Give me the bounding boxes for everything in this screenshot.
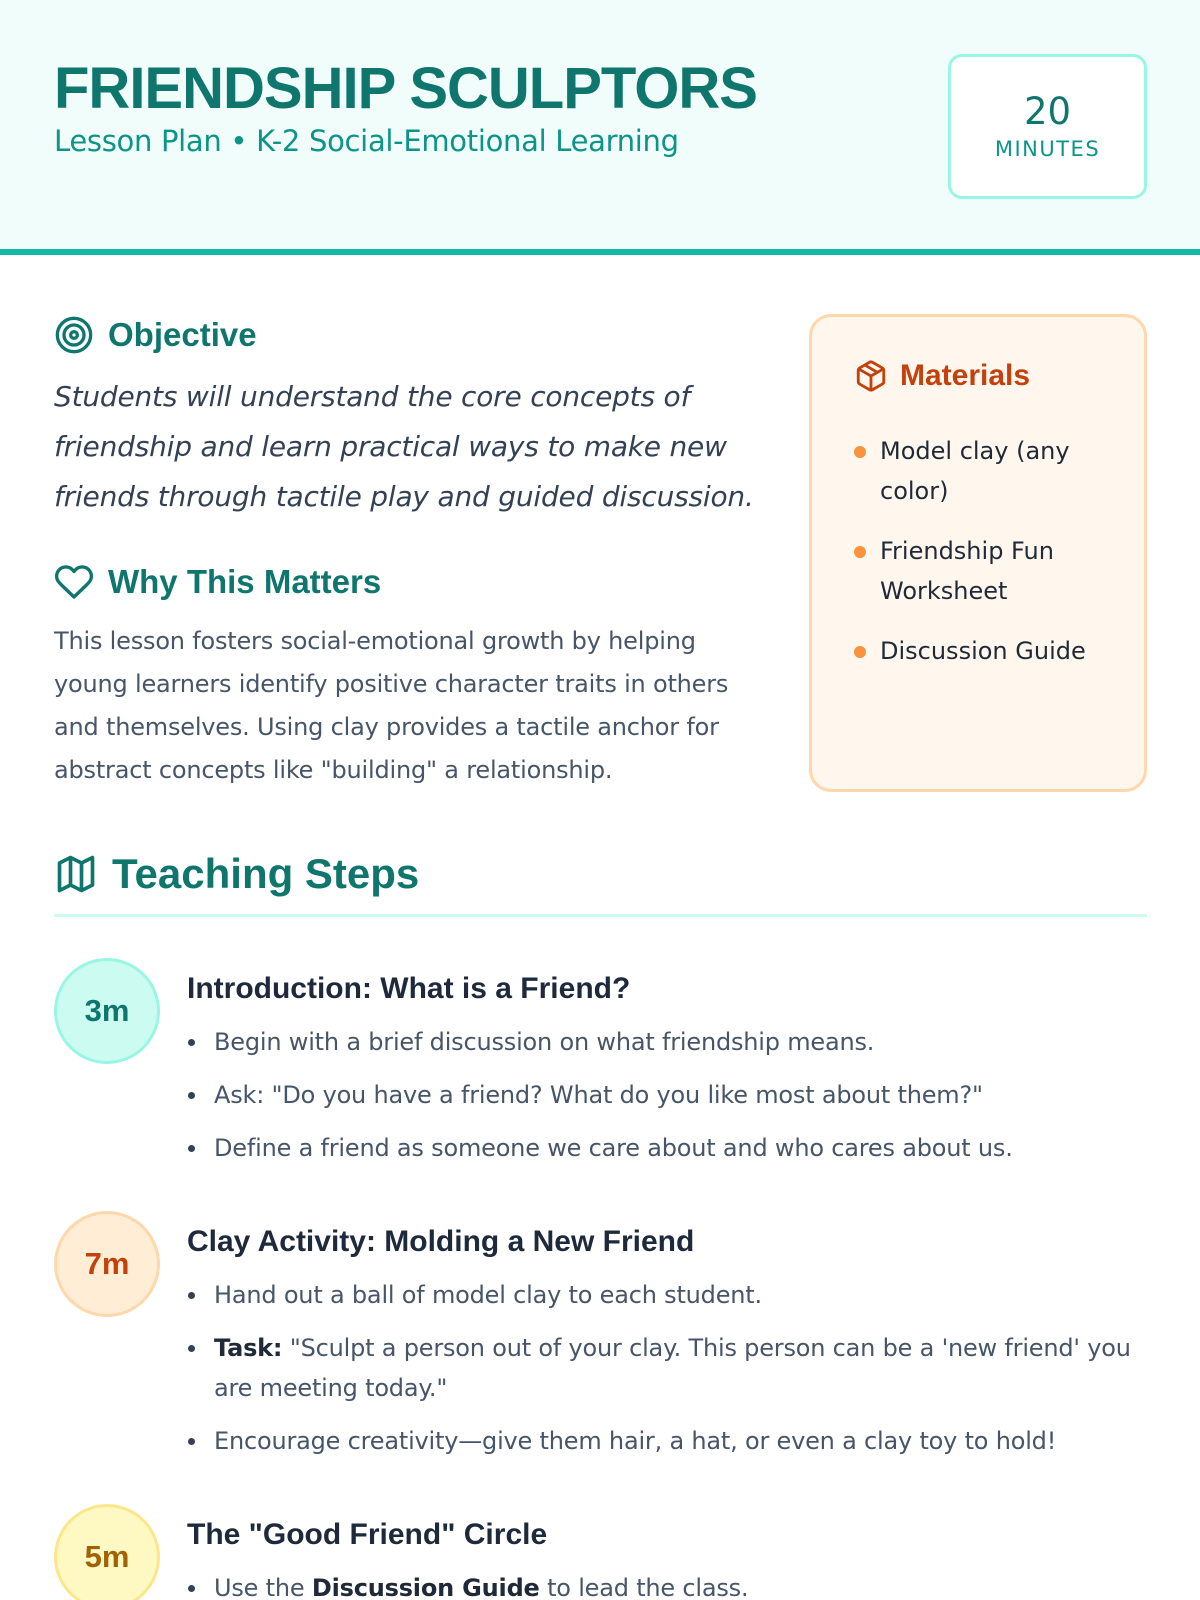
section-divider [54, 914, 1147, 917]
package-icon [854, 359, 888, 393]
materials-card [809, 314, 1147, 792]
page-subtitle: Lesson Plan • K-2 Social-Emotional Learning [54, 124, 679, 158]
materials-item: Discussion Guide [854, 631, 1124, 671]
step-bullet: Define a friend as someone we care about and who cares about us. [214, 1128, 1154, 1168]
step-bullet-text: "Sculpt a person out of your clay. This person can be a 'new friend' you are meeting today." [214, 1334, 1131, 1402]
why-heading [54, 562, 381, 602]
step-time-badge: 5m [54, 1504, 160, 1600]
step-bullet: Begin with a brief discussion on what friendship means. [214, 1022, 1154, 1062]
materials-item: Friendship Fun Worksheet [854, 531, 1124, 611]
objective-heading [54, 315, 257, 355]
duration-unit: MINUTES [994, 137, 1101, 161]
duration-value: 20 [1023, 90, 1072, 133]
step-bullets [214, 1275, 1154, 1474]
step-bullet: Hand out a ball of model clay to each student. [214, 1275, 1154, 1315]
objective-text: Students will understand the core concepts of friendship and learn practical ways to make new friends through tactile play and guided discussion. [54, 380, 754, 513]
teaching-steps-heading [54, 850, 419, 898]
step-bullet: Encourage creativity—give them hair, a hat, or even a clay toy to hold! [214, 1421, 1154, 1461]
step-bullets [214, 1022, 1154, 1181]
teaching-steps-title: Teaching Steps [112, 850, 420, 897]
why-title: Why This Matters [108, 563, 382, 600]
page-title: FRIENDSHIP SCULPTORS [54, 56, 757, 121]
materials-list [854, 431, 1124, 691]
why-text: This lesson fosters social-emotional growth by helping young learners identify positive character traits in others and themselves. Using clay provides a tactile anchor for abstract concepts like "building" a relationship. [54, 627, 729, 784]
heart-icon [54, 562, 94, 602]
step-bullet [214, 1328, 1154, 1408]
step-bullet [214, 1568, 1154, 1600]
lesson-header [0, 0, 1200, 255]
step-title: The "Good Friend" Circle [187, 1518, 548, 1551]
materials-item: Model clay (any color) [854, 431, 1124, 511]
step-time-badge: 3m [54, 958, 160, 1064]
step-bullet-label: Task: [214, 1334, 283, 1362]
step-time-badge: 7m [54, 1211, 160, 1317]
target-icon [54, 315, 94, 355]
materials-title: Materials [900, 359, 1031, 392]
step-bullet-text: to lead the class. [539, 1574, 749, 1600]
materials-heading [854, 359, 1030, 393]
step-bullet-label: Discussion Guide [311, 1574, 540, 1600]
step-bullet: Ask: "Do you have a friend? What do you like most about them?" [214, 1075, 1154, 1115]
map-icon [54, 852, 98, 896]
step-bullet-prefix: Use the [214, 1574, 312, 1600]
step-title: Introduction: What is a Friend? [187, 972, 631, 1005]
step-bullets [214, 1568, 1154, 1600]
objective-title: Objective [108, 316, 257, 353]
duration-badge [948, 54, 1147, 199]
step-title: Clay Activity: Molding a New Friend [187, 1225, 695, 1258]
